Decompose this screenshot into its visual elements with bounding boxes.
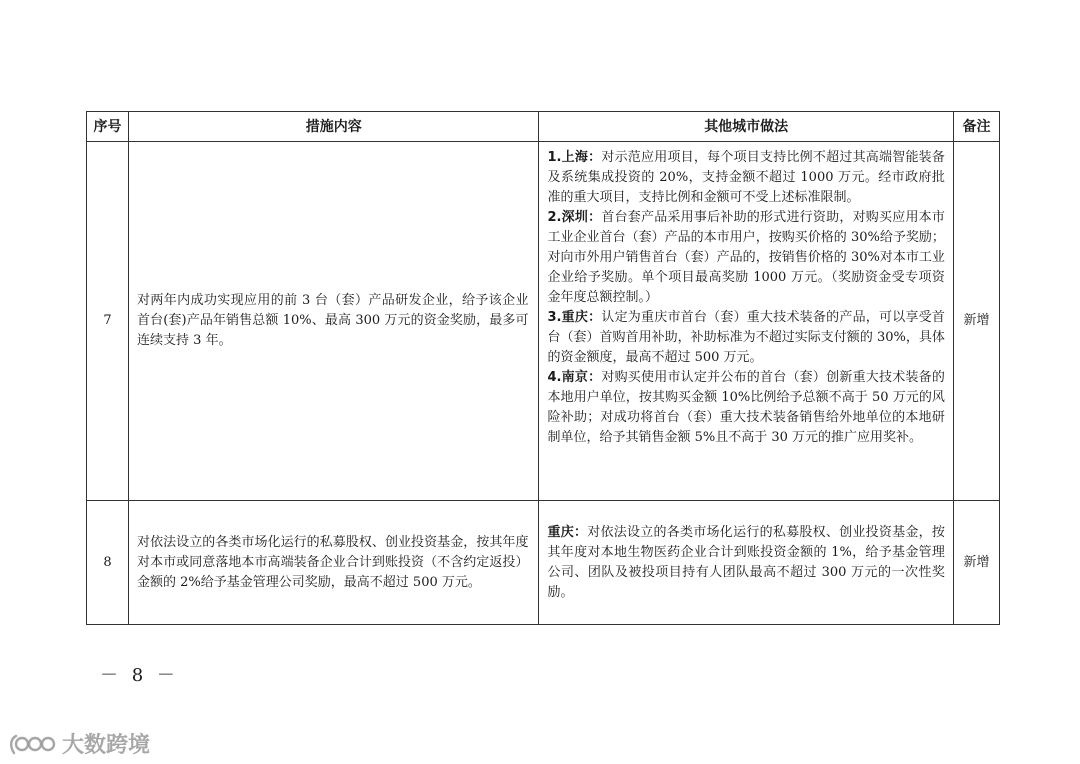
header-no: 序号 <box>87 112 129 142</box>
header-other-cities: 其他城市做法 <box>539 112 953 142</box>
table-header-row <box>87 112 1000 142</box>
city-paragraph <box>547 148 944 208</box>
logo-icon <box>8 731 56 757</box>
other-cities-practice <box>539 501 953 625</box>
page-number: － 8 － <box>100 665 179 686</box>
header-note: 备注 <box>953 112 999 142</box>
watermark <box>8 728 150 759</box>
city-name: 1.上海： <box>547 150 602 165</box>
measure-content: 对依法设立的各类市场化运行的私募股权、创业投资基金，按其年度对本市或同意落地本市高端装备企业合计到账投资（不含约定返投）金额的 2%给予基金管理公司奖励，最高不超过 500 万元。 <box>129 501 539 625</box>
city-name: 4.南京： <box>547 370 602 385</box>
note-cell: 新增 <box>953 501 999 625</box>
city-paragraph <box>547 308 944 368</box>
measure-content: 对两年内成功实现应用的前 3 台（套）产品研发企业，给予该企业首台(套)产品年销售总额 10%、最高 300 万元的资金奖励，最多可连续支持 3 年。 <box>129 142 539 501</box>
table-row <box>87 501 1000 625</box>
city-text: 首台套产品采用事后补助的形式进行资助，对购买应用本市工业企业首台（套）产品的本市用户，按购买价格的 30%给予奖励；对向市外用户销售首台（套）产品的，按销售价格的 30%对本市工业企业给予奖励。单个项目最高奖励 1000 万元。（奖励资金受专项资金年度总额控制。） <box>547 210 945 305</box>
city-text: 认定为重庆市首台（套）重大技术装备的产品，可以享受首台（套）首购首用补助，补助标准为不超过实际支付额的 30%，具体的资金额度，最高不超过 500 万元。 <box>547 310 945 365</box>
row-number: 8 <box>87 501 129 625</box>
table-row <box>87 142 1000 501</box>
other-cities-practice <box>539 142 953 501</box>
policy-comparison-table <box>86 111 1000 625</box>
city-text: 对示范应用项目，每个项目支持比例不超过其高端智能装备及系统集成投资的 20%，支持金额不超过 1000 万元。经市政府批准的重大项目，支持比例和金额可不受上述标准限制。 <box>547 150 945 205</box>
note-cell: 新增 <box>953 142 999 501</box>
city-name: 重庆： <box>547 524 588 540</box>
row-number: 7 <box>87 142 129 501</box>
watermark-text: 大数跨境 <box>62 733 151 758</box>
city-text: 对依法设立的各类市场化运行的私募股权、创业投资基金，按其年度对本地生物医药企业合计到账投资金额的 1%，给予基金管理公司、团队及被投项目持有人团队最高不超过 300 万元的一次性奖励。 <box>547 524 945 600</box>
city-name: 2.深圳： <box>547 210 602 225</box>
header-measure: 措施内容 <box>129 112 539 142</box>
city-text: 对购买使用市认定并公布的首台（套）创新重大技术装备的本地用户单位，按其购买金额 10%比例给予总额不高于 50 万元的风险补助；对成功将首台（套）重大技术装备销售给外地单位的本地研制单位，给予其销售金额 5%且不高于 30 万元的推广应用奖补。 <box>547 370 945 445</box>
city-name: 3.重庆： <box>547 310 602 325</box>
city-paragraph <box>547 368 944 448</box>
city-paragraph <box>547 208 944 308</box>
city-paragraph <box>547 523 944 603</box>
